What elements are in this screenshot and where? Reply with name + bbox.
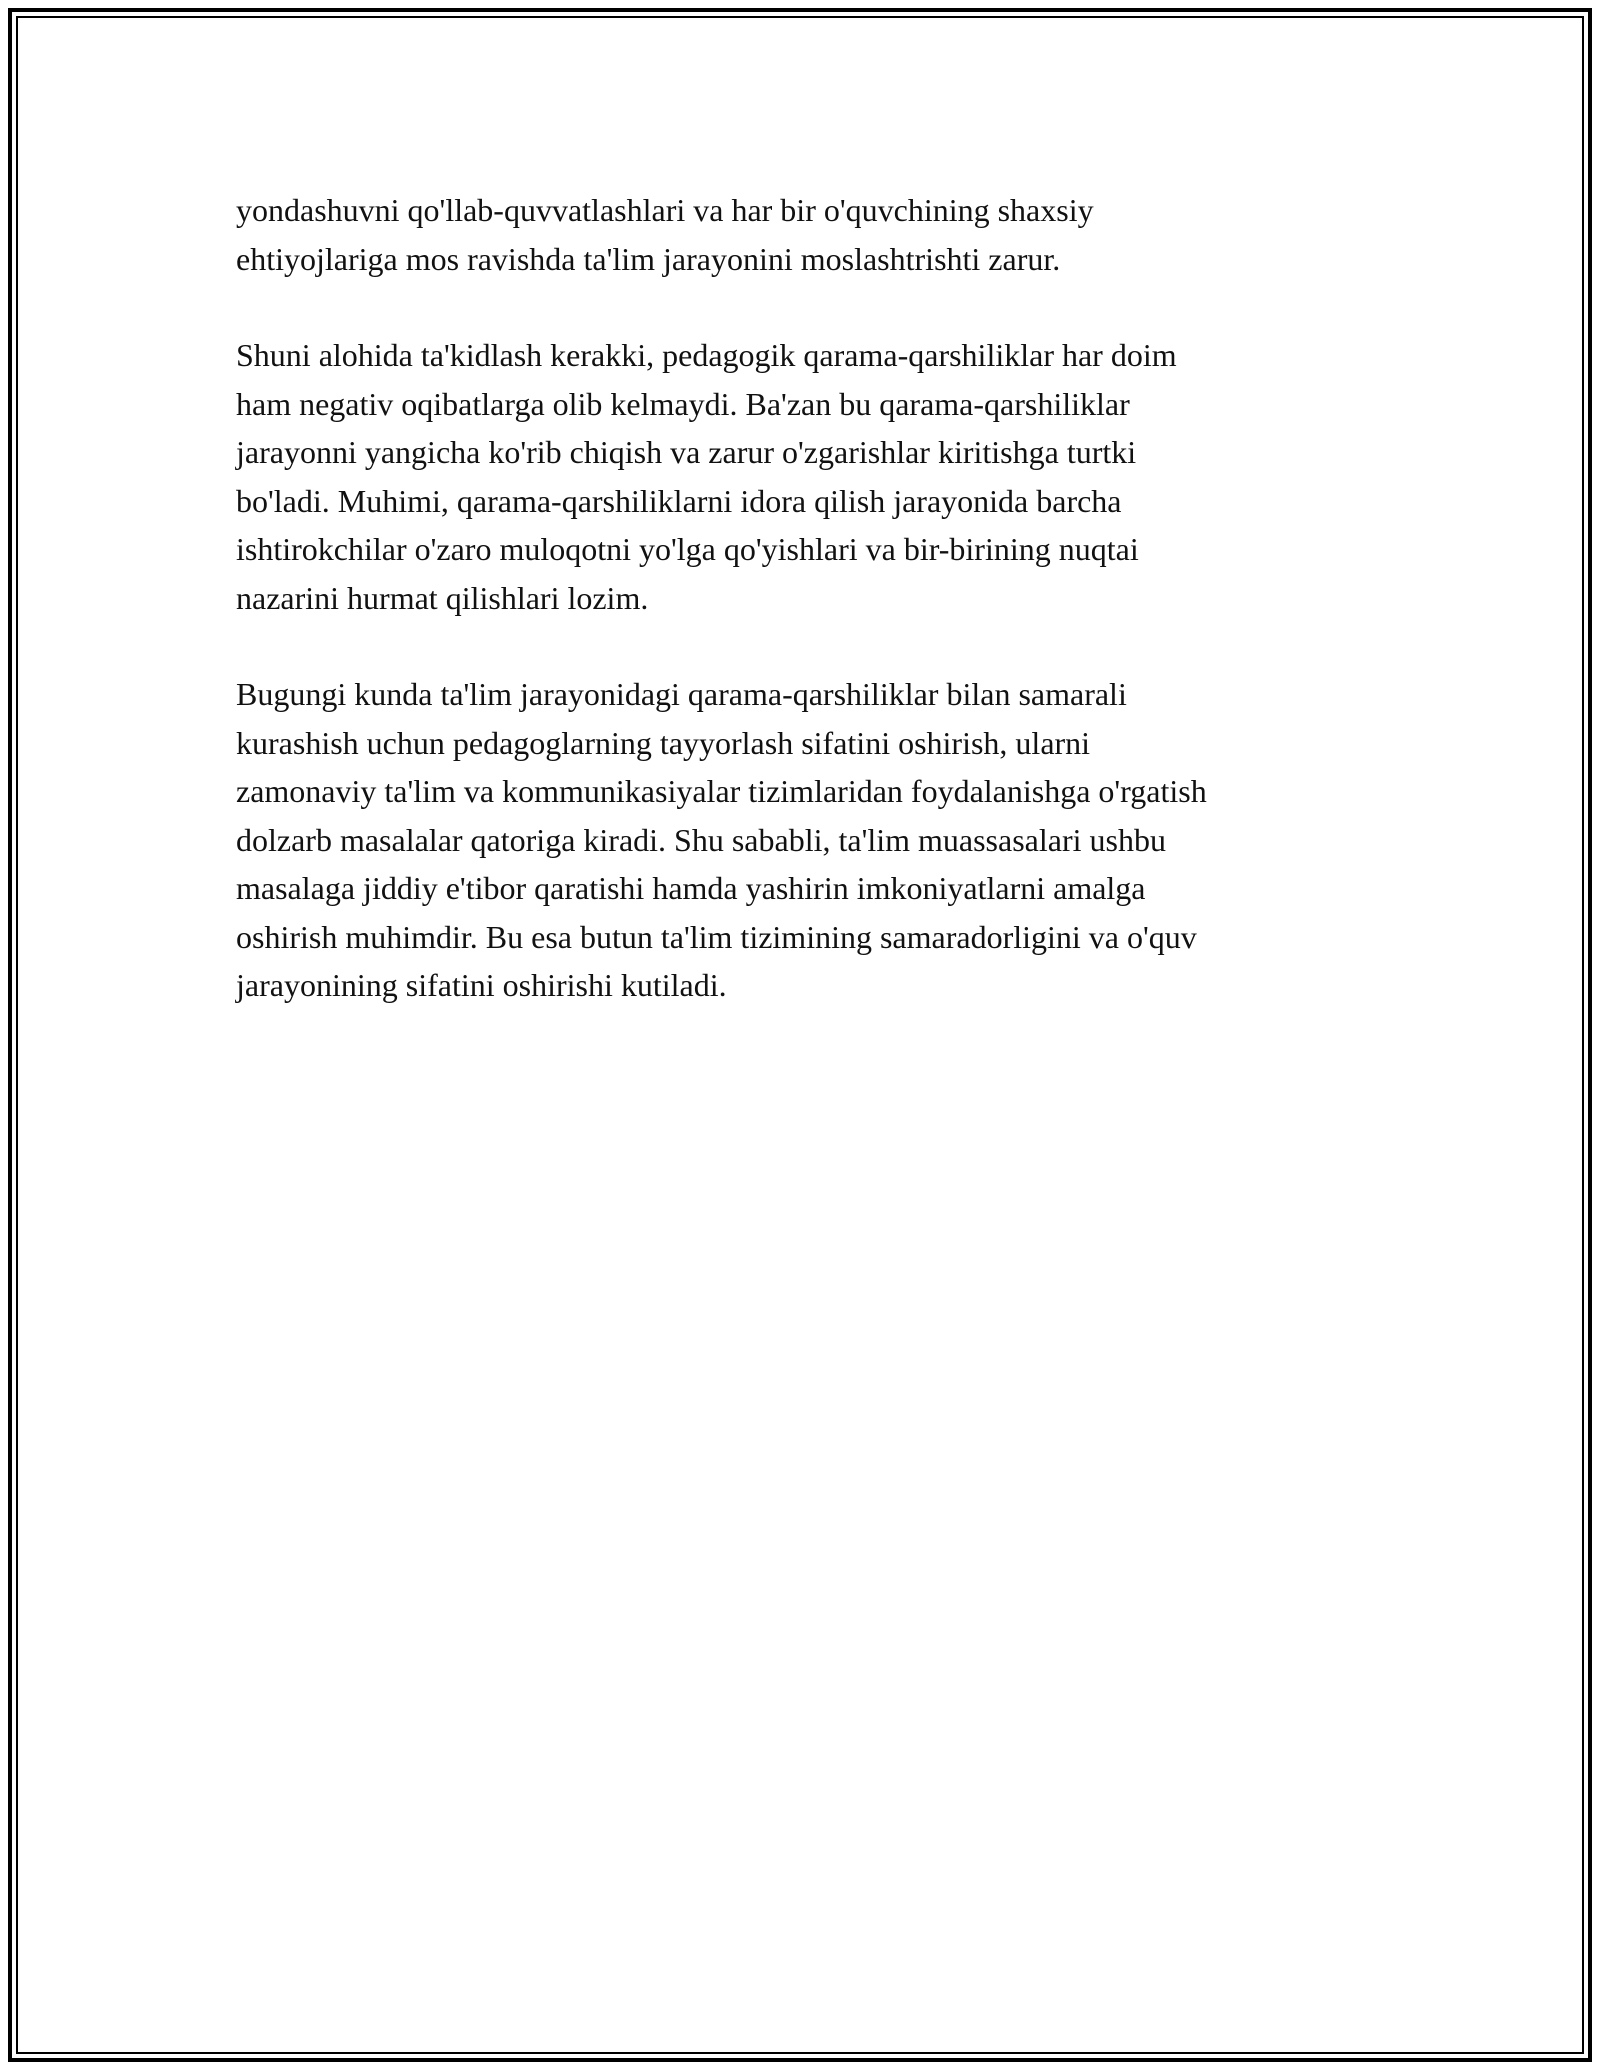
paragraph-1: yondashuvni qo'llab-quvvatlashlari va har bir o'quvchining shaxsiy ehtiyojlariga mos ravishda ta'lim jarayonini moslashtrishti zarur. (236, 192, 1094, 277)
paragraph-2: Shuni alohida ta'kidlash kerakki, pedagogik qarama-qarshiliklar har doim ham negativ oqibatlarga olib kelmaydi. Ba'zan bu qarama-qarshiliklar jarayonni yangicha ko'rib chiqish va zarur o'zgarishlar kiritishga turtki bo'ladi. Muhimi, qarama-qarshiliklarni idora qilish jarayonida barcha ishtirokchilar o'zaro muloqotni yo'lga qo'yishlari va bir-birining nuqtai nazarini hurmat qilishlari lozim. (236, 337, 1177, 616)
document-body (236, 186, 1366, 1058)
paragraph-3: Bugungi kunda ta'lim jarayonidagi qarama-qarshiliklar bilan samarali kurashish uchun pedagoglarning tayyorlash sifatini oshirish, ularni zamonaviy ta'lim va kommunikasiyalar tizimlaridan foydalanishga o'rgatish dolzarb masalalar qatoriga kiradi. Shu sababli, ta'lim muassasalari ushbu masalaga jiddiy e'tibor qaratishi hamda yashirin imkoniyatlarni amalga oshirish muhimdir. Bu esa butun ta'lim tizimining samaradorligini va o'quv jarayonining sifatini oshirishi kutiladi. (236, 676, 1207, 1003)
